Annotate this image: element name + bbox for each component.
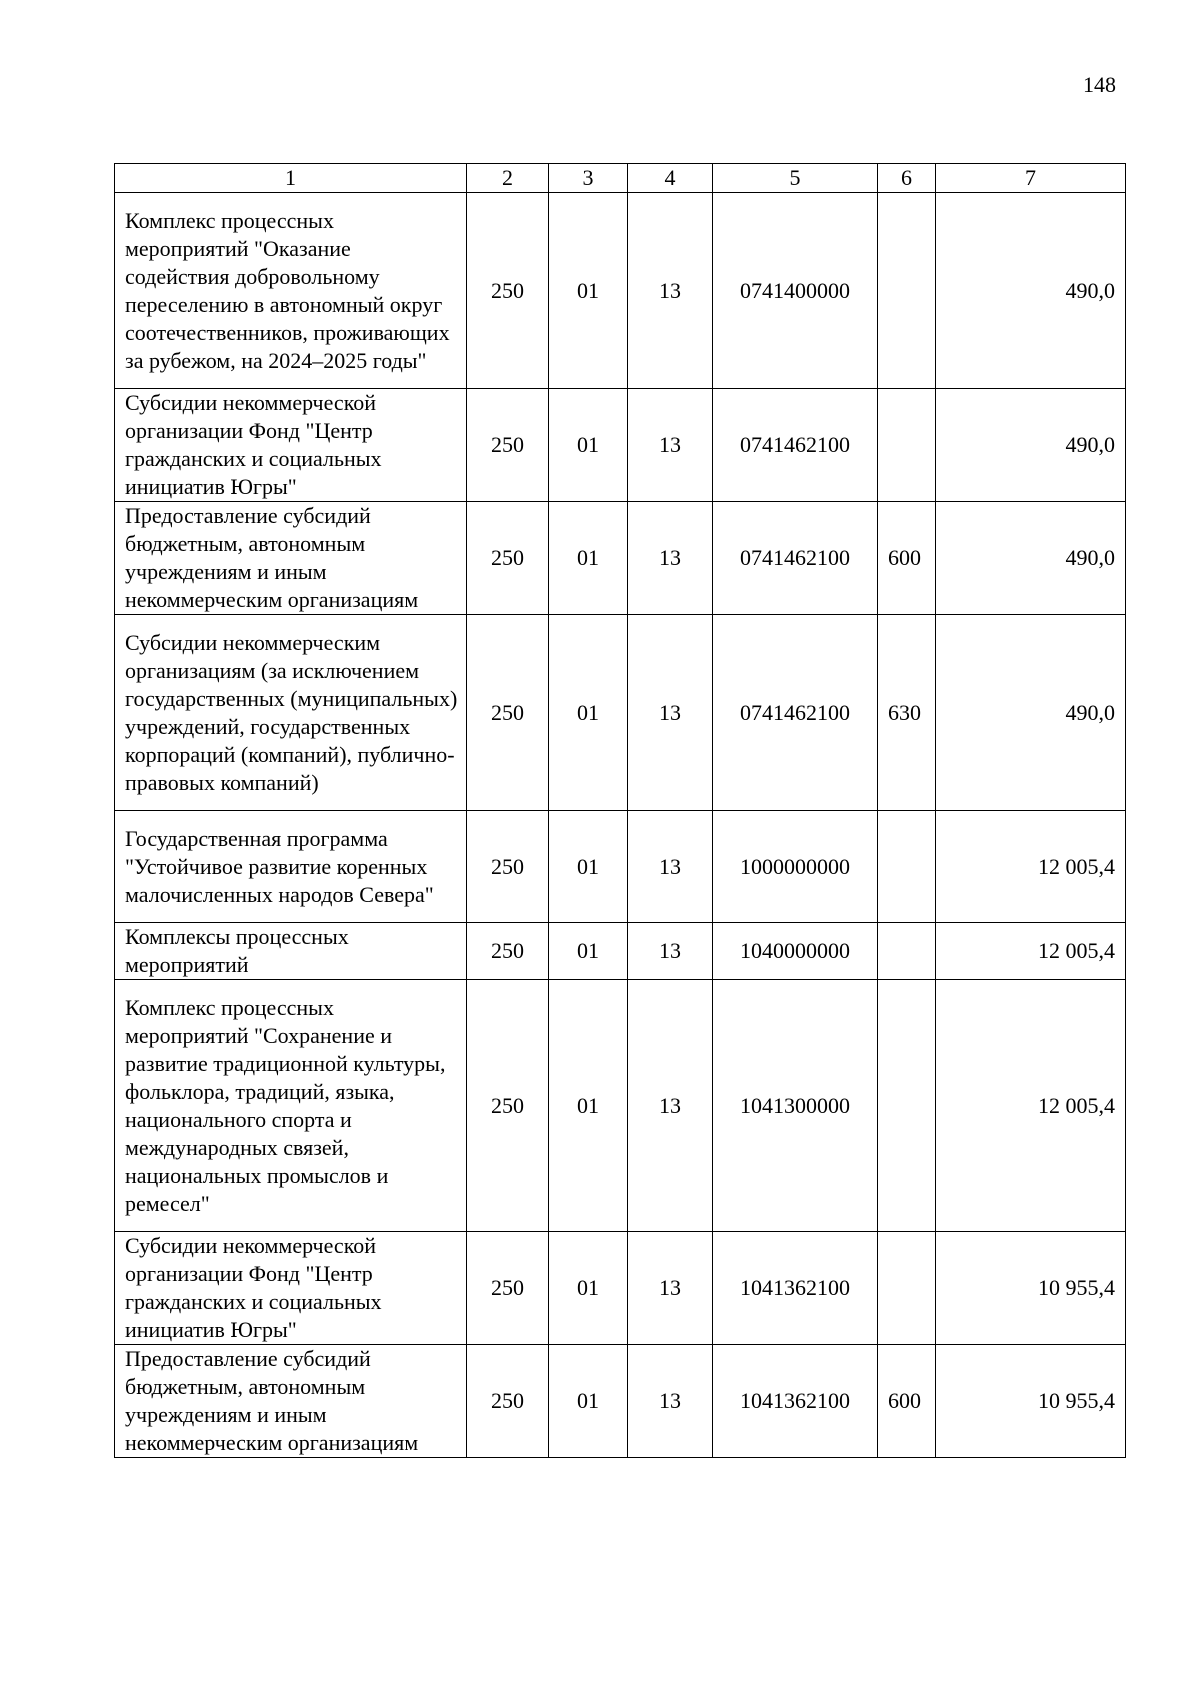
row-target: 1041362100 (713, 1345, 878, 1458)
page-number: 148 (1083, 72, 1116, 97)
row-ministry: 250 (467, 502, 549, 615)
row-subsection: 13 (628, 811, 713, 923)
row-target: 1000000000 (713, 811, 878, 923)
row-ministry: 250 (467, 389, 549, 502)
row-section: 01 (549, 193, 628, 389)
row-ministry: 250 (467, 923, 549, 980)
row-section: 01 (549, 389, 628, 502)
row-subsection: 13 (628, 1232, 713, 1345)
row-section: 01 (549, 1232, 628, 1345)
row-target: 0741462100 (713, 389, 878, 502)
row-type (878, 1232, 936, 1345)
row-type (878, 389, 936, 502)
row-ministry: 250 (467, 1345, 549, 1458)
row-subsection: 13 (628, 980, 713, 1232)
row-section: 01 (549, 811, 628, 923)
row-section: 01 (549, 1345, 628, 1458)
row-subsection: 13 (628, 923, 713, 980)
header-col-3: 3 (549, 164, 628, 193)
row-name: Субсидии некоммерческой организации Фонд "Центр гражданских и социальных инициатив Югры" (115, 389, 467, 502)
row-sum: 12 005,4 (936, 923, 1126, 980)
table-row (115, 1232, 1126, 1345)
row-subsection: 13 (628, 502, 713, 615)
row-name: Предоставление субсидий бюджетным, автономным учреждениям и иным некоммерческим организациям (115, 1345, 467, 1458)
row-type (878, 193, 936, 389)
row-name: Субсидии некоммерческим организациям (за исключением государственных (муниципальных) учреждений, государственных корпораций (компаний), публично-правовых компаний) (115, 615, 467, 811)
row-ministry: 250 (467, 1232, 549, 1345)
row-sum: 10 955,4 (936, 1345, 1126, 1458)
table-row (115, 615, 1126, 811)
row-type (878, 923, 936, 980)
row-subsection: 13 (628, 193, 713, 389)
row-sum: 10 955,4 (936, 1232, 1126, 1345)
row-ministry: 250 (467, 193, 549, 389)
table-row (115, 502, 1126, 615)
row-ministry: 250 (467, 980, 549, 1232)
row-target: 1041300000 (713, 980, 878, 1232)
row-subsection: 13 (628, 1345, 713, 1458)
row-target: 0741462100 (713, 615, 878, 811)
header-col-4: 4 (628, 164, 713, 193)
row-sum: 12 005,4 (936, 811, 1126, 923)
header-col-5: 5 (713, 164, 878, 193)
header-row (115, 164, 1126, 193)
row-sum: 490,0 (936, 502, 1126, 615)
header-col-6: 6 (878, 164, 936, 193)
budget-table (114, 163, 1126, 1458)
table-row (115, 1345, 1126, 1458)
row-name: Предоставление субсидий бюджетным, автономным учреждениям и иным некоммерческим организациям (115, 502, 467, 615)
header-col-1: 1 (115, 164, 467, 193)
row-section: 01 (549, 615, 628, 811)
row-target: 1040000000 (713, 923, 878, 980)
row-section: 01 (549, 502, 628, 615)
row-target: 1041362100 (713, 1232, 878, 1345)
row-type: 630 (878, 615, 936, 811)
row-section: 01 (549, 980, 628, 1232)
row-name: Государственная программа "Устойчивое развитие коренных малочисленных народов Севера" (115, 811, 467, 923)
row-type (878, 811, 936, 923)
row-sum: 490,0 (936, 389, 1126, 502)
row-target: 0741400000 (713, 193, 878, 389)
row-sum: 490,0 (936, 193, 1126, 389)
row-ministry: 250 (467, 615, 549, 811)
row-type (878, 980, 936, 1232)
row-name: Субсидии некоммерческой организации Фонд "Центр гражданских и социальных инициатив Югры" (115, 1232, 467, 1345)
header-col-2: 2 (467, 164, 549, 193)
table-row (115, 811, 1126, 923)
row-subsection: 13 (628, 389, 713, 502)
header-col-7: 7 (936, 164, 1126, 193)
table-row (115, 389, 1126, 502)
row-name: Комплексы процессных мероприятий (115, 923, 467, 980)
table-row (115, 193, 1126, 389)
row-section: 01 (549, 923, 628, 980)
table-row (115, 923, 1126, 980)
row-subsection: 13 (628, 615, 713, 811)
row-sum: 490,0 (936, 615, 1126, 811)
row-name: Комплекс процессных мероприятий "Оказание содействия добровольному переселению в автономный округ соотечественников, проживающих за рубежом, на 2024–2025 годы" (115, 193, 467, 389)
row-type: 600 (878, 1345, 936, 1458)
table-row (115, 980, 1126, 1232)
row-ministry: 250 (467, 811, 549, 923)
row-sum: 12 005,4 (936, 980, 1126, 1232)
row-type: 600 (878, 502, 936, 615)
row-name: Комплекс процессных мероприятий "Сохранение и развитие традиционной культуры, фольклора, традиций, языка, национального спорта и международных связей, национальных промыслов и ремесел" (115, 980, 467, 1232)
row-target: 0741462100 (713, 502, 878, 615)
